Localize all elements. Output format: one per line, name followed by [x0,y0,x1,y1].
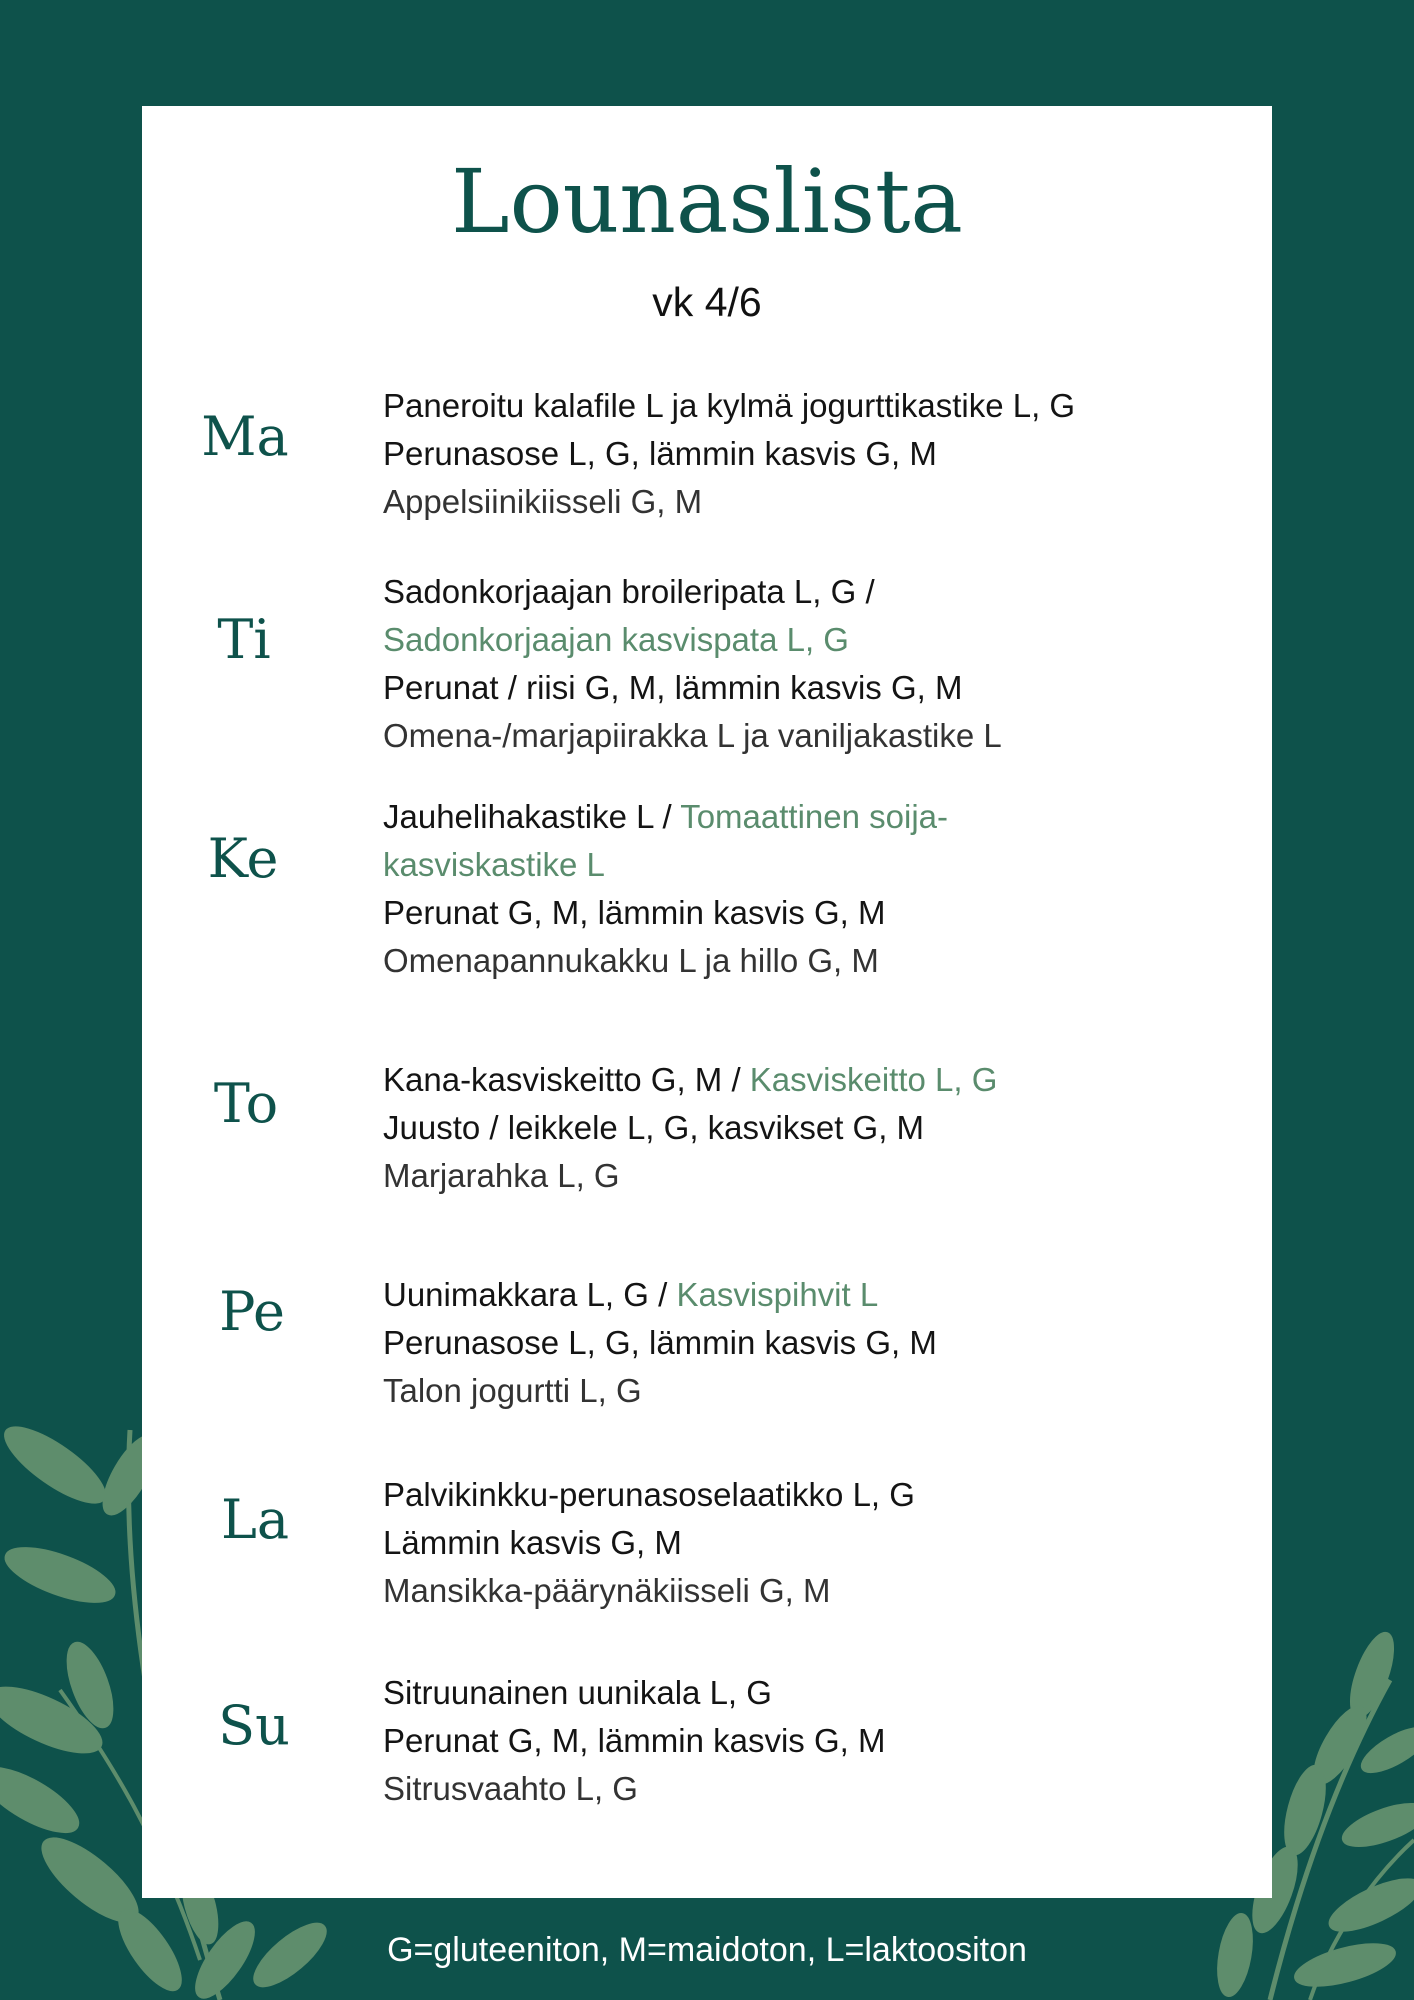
day-abbr-ke: Ke [207,827,279,890]
menu-dessert-line [383,1765,638,1813]
vegetarian-option: Kasvispihvit L [676,1276,879,1313]
menu-line [383,1056,997,1104]
menu-text: Palvikinkku-perunasoselaatikko L, G [383,1476,915,1513]
menu-text: Perunasose L, G, lämmin kasvis G, M [383,435,937,472]
page-title: Lounaslista [451,150,963,253]
menu-dessert-line [383,937,879,985]
vegetarian-option: kasviskastike L [383,846,605,883]
day-abbr-la: La [220,1488,290,1551]
menu-line [383,664,962,712]
menu-text: Sadonkorjaajan broileripata L, G / [383,573,875,610]
menu-dessert-line [383,1152,620,1200]
menu-text: Talon jogurtti L, G [383,1372,642,1409]
menu-text: Juusto / leikkele L, G, kasvikset G, M [383,1109,925,1146]
menu-line [383,1519,682,1567]
day-abbr-pe: Pe [219,1280,285,1343]
menu-line [383,793,948,841]
menu-dessert-line [383,478,702,526]
menu-text: Lämmin kasvis G, M [383,1524,682,1561]
vegetarian-option: Kasviskeitto L, G [749,1061,998,1098]
menu-line [383,382,1075,430]
menu-line [383,430,937,478]
menu-line [383,889,885,937]
menu-line [383,841,605,889]
menu-text: Appelsiinikiisseli G, M [383,483,703,520]
menu-dessert-line [383,1367,642,1415]
week-label: vk 4/6 [652,279,762,325]
vegetarian-option: Tomaattinen soija- [680,798,949,835]
menu-text: Perunat G, M, lämmin kasvis G, M [383,1722,886,1759]
menu-text: Perunasose L, G, lämmin kasvis G, M [383,1324,937,1361]
menu-line [383,568,875,616]
menu-text: Uunimakkara L, G / [383,1276,677,1313]
day-abbr-ma: Ma [201,405,289,468]
menu-line [383,1319,937,1367]
menu-line [383,1271,878,1319]
menu-text: Marjarahka L, G [383,1157,620,1194]
menu-text: Mansikka-päärynäkiisseli G, M [383,1572,831,1609]
diet-legend: G=gluteeniton, M=maidoton, L=laktoositon [387,1931,1027,1969]
menu-text: Perunat G, M, lämmin kasvis G, M [383,894,886,931]
menu-text: Sitrusvaahto L, G [383,1770,638,1807]
menu-card [142,106,1272,1898]
menu-line [383,1669,772,1717]
vegetarian-option: Sadonkorjaajan kasvispata L, G [383,621,849,658]
menu-dessert-line [383,712,1002,760]
day-abbr-ti: Ti [217,608,271,671]
menu-text: Sitruunainen uunikala L, G [383,1674,772,1711]
menu-line [383,1104,924,1152]
menu-text: Perunat / riisi G, M, lämmin kasvis G, M [383,669,963,706]
menu-text: Kana-kasviskeitto G, M / [383,1061,750,1098]
menu-line [383,1717,885,1765]
menu-text: Omenapannukakku L ja hillo G, M [383,942,879,979]
menu-line [383,1471,915,1519]
menu-dessert-line [383,1567,830,1615]
menu-text: Jauhelihakastike L / [383,798,681,835]
menu-text: Omena-/marjapiirakka L ja vaniljakastike L [383,717,1002,754]
day-abbr-to: To [213,1072,279,1135]
menu-line [383,616,849,664]
menu-text: Paneroitu kalafile L ja kylmä jogurttikastike L, G [383,387,1076,424]
day-abbr-su: Su [218,1694,290,1757]
